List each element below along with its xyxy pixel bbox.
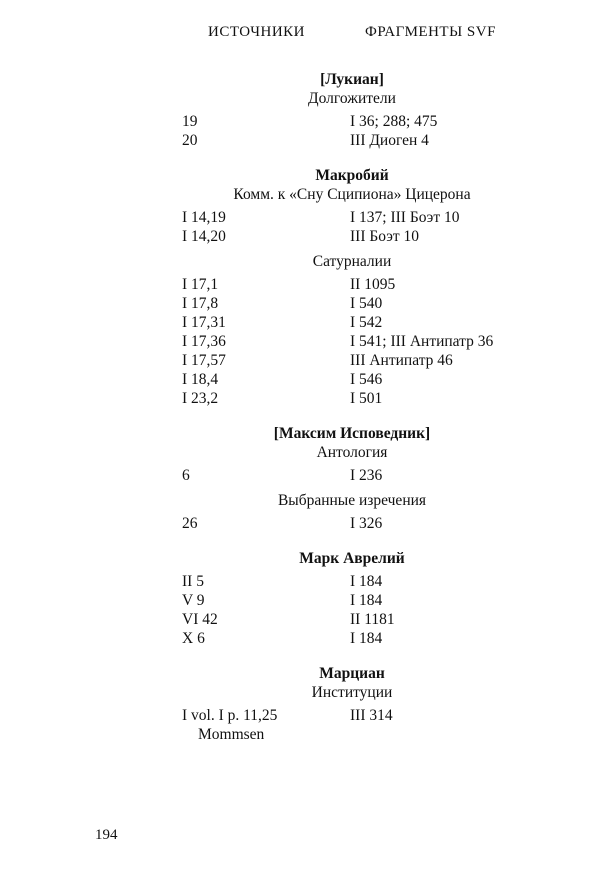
- index-row: [182, 227, 522, 246]
- index-content: [182, 70, 522, 760]
- index-row: [182, 610, 522, 629]
- source-ref-line: I vol. I p. 11,25: [182, 707, 278, 724]
- index-row: [182, 275, 522, 294]
- fragment-ref: III Диоген 4: [350, 132, 429, 149]
- index-row: [182, 514, 522, 533]
- author-heading: Марциан: [319, 665, 385, 682]
- fragment-ref: I 542: [350, 314, 383, 331]
- index-row: [182, 208, 522, 227]
- index-row: [182, 112, 522, 131]
- index-row: [182, 591, 522, 610]
- index-row: [182, 572, 522, 591]
- source-ref: 20: [182, 132, 198, 149]
- fragment-ref: I 184: [350, 630, 383, 647]
- fragment-ref: I 501: [350, 390, 383, 407]
- source-ref: I 17,8: [182, 295, 219, 312]
- section-marcus-aurelius: [182, 549, 522, 648]
- index-row: [182, 706, 522, 744]
- fragment-ref: I 137; III Боэт 10: [350, 209, 460, 226]
- fragment-ref: I 184: [350, 573, 383, 590]
- work-title: Сатурналии: [312, 253, 392, 270]
- source-ref: I 23,2: [182, 390, 219, 407]
- source-ref-line: Mommsen: [198, 726, 265, 743]
- index-row: [182, 294, 522, 313]
- fragment-ref: II 1181: [350, 611, 395, 628]
- work-title: Институции: [311, 684, 393, 701]
- work-title: Антология: [316, 444, 388, 461]
- fragment-ref: III 314: [350, 707, 393, 724]
- page-number: 194: [95, 827, 118, 843]
- fragment-ref: III Боэт 10: [350, 228, 420, 245]
- source-ref: I 18,4: [182, 371, 219, 388]
- fragment-ref: I 236: [350, 467, 383, 484]
- source-ref: X 6: [182, 630, 205, 647]
- work-title: Выбранные изречения: [277, 492, 427, 509]
- work-title: Долгожители: [308, 90, 396, 107]
- author-heading: [Максим Исповедник]: [273, 425, 431, 442]
- source-ref: I 14,20: [182, 228, 226, 245]
- source-ref: 19: [182, 113, 198, 130]
- fragment-ref: I 326: [350, 515, 383, 532]
- section-macrobius: [182, 166, 522, 408]
- fragment-ref: I 184: [350, 592, 383, 609]
- fragment-ref: I 540: [350, 295, 383, 312]
- source-ref: 26: [182, 515, 198, 532]
- source-ref: [182, 706, 350, 744]
- index-row: [182, 389, 522, 408]
- index-row: [182, 131, 522, 150]
- index-row: [182, 332, 522, 351]
- running-head-left: ИСТОЧНИКИ: [208, 24, 306, 40]
- running-head-right: ФРАГМЕНТЫ SVF: [365, 24, 496, 40]
- section-lucian: [182, 70, 522, 150]
- author-heading: Макробий: [315, 167, 389, 184]
- fragment-ref: I 541; III Антипатр 36: [350, 333, 494, 350]
- fragment-ref: I 36; 288; 475: [350, 113, 438, 130]
- index-row: [182, 351, 522, 370]
- section-maximus: [182, 424, 522, 533]
- author-heading: [Лукиан]: [320, 71, 384, 88]
- source-ref: I 17,36: [182, 333, 226, 350]
- source-ref: I 17,31: [182, 314, 226, 331]
- fragment-ref: I 546: [350, 371, 383, 388]
- work-title: Комм. к «Сну Сципиона» Цицерона: [233, 186, 471, 203]
- source-ref: I 17,57: [182, 352, 226, 369]
- fragment-ref: III Антипатр 46: [350, 352, 453, 369]
- source-ref: 6: [182, 467, 190, 484]
- source-ref: II 5: [182, 573, 204, 590]
- section-marcian: [182, 664, 522, 744]
- index-row: [182, 629, 522, 648]
- author-heading: Марк Аврелий: [299, 550, 405, 567]
- source-ref: I 17,1: [182, 276, 219, 293]
- index-row: [182, 370, 522, 389]
- index-row: [182, 466, 522, 485]
- fragment-ref: II 1095: [350, 276, 396, 293]
- source-ref: I 14,19: [182, 209, 226, 226]
- source-ref: V 9: [182, 592, 205, 609]
- source-ref: VI 42: [182, 611, 218, 628]
- index-row: [182, 313, 522, 332]
